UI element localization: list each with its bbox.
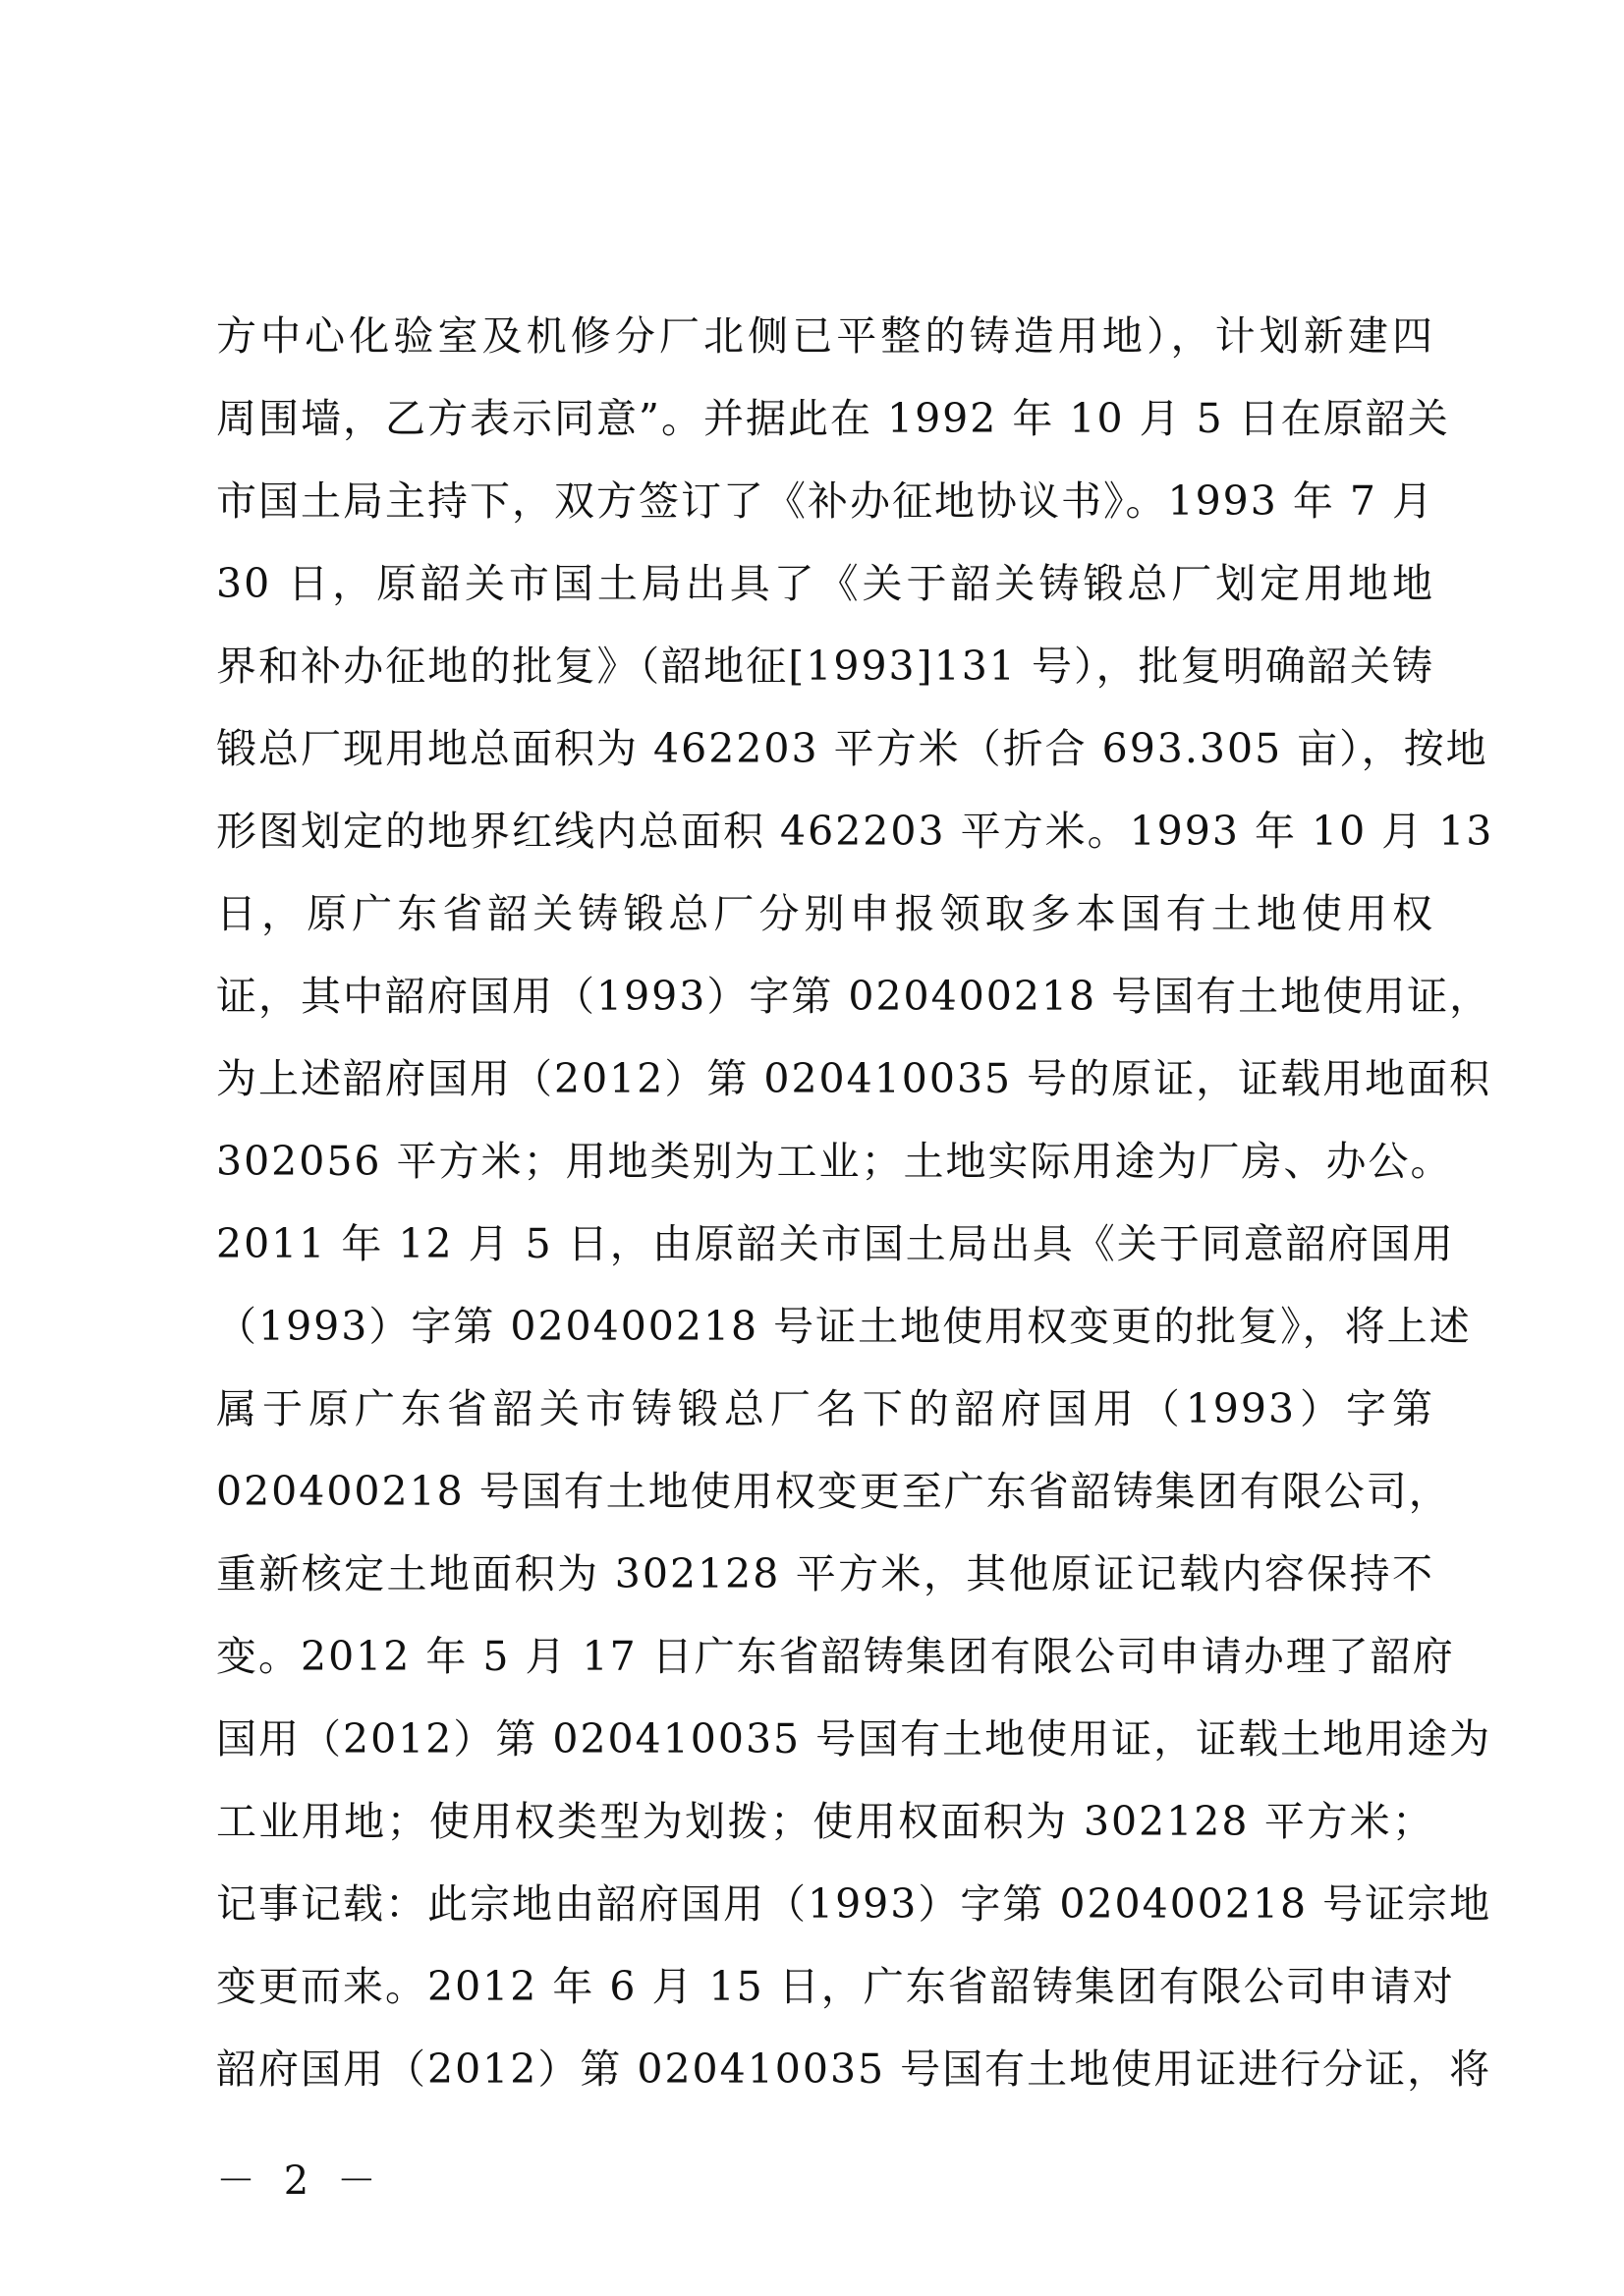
text-line: 国用（2012）第 020410035 号国有土地使用证，证载土地用途为 xyxy=(216,1715,1492,1763)
text-line: 方中心化验室及机修分厂北侧已平整的铸造用地），计划新建四 xyxy=(216,312,1434,360)
text-line: 市国土局主持下，双方签订了《补办征地协议书》。1993 年 7 月 xyxy=(216,477,1435,525)
text-line: 锻总厂现用地总面积为 462203 平方米（折合 693.305 亩），按地 xyxy=(216,725,1488,772)
text-line: 证，其中韶府国用（1993）字第 020400218 号国有土地使用证， xyxy=(216,973,1492,1020)
page-number: － 2 － xyxy=(216,2158,384,2204)
text-line: 日，原广东省韶关铸锻总厂分别申报领取多本国有土地使用权 xyxy=(216,890,1434,937)
body-text xyxy=(216,295,1494,2110)
text-line: 记事记载：此宗地由韶府国用（1993）字第 020400218 号证宗地 xyxy=(216,1880,1492,1928)
text-line: 属于原广东省韶关市铸锻总厂名下的韶府国用（1993）字第 xyxy=(216,1385,1434,1432)
text-line: 韶府国用（2012）第 020410035 号国有土地使用证进行分证，将 xyxy=(216,2045,1492,2093)
text-line: 302056 平方米；用地类别为工业；土地实际用途为厂房、办公。 xyxy=(216,1138,1453,1185)
text-line: 重新核定土地面积为 302128 平方米，其他原证记载内容保持不 xyxy=(216,1550,1434,1597)
text-line: 020400218 号国有土地使用权变更至广东省韶铸集团有限公司， xyxy=(216,1468,1451,1515)
text-line: 变更而来。2012 年 6 月 15 日，广东省韶铸集团有限公司申请对 xyxy=(216,1963,1455,2010)
text-line: 周围墙，乙方表示同意”。并据此在 1992 年 10 月 5 日在原韶关 xyxy=(216,395,1450,442)
text-line: 2011 年 12 月 5 日，由原韶关市国土局出具《关于同意韶府国用 xyxy=(216,1220,1455,1267)
text-line: 为上述韶府国用（2012）第 020410035 号的原证，证载用地面积 xyxy=(216,1055,1492,1102)
text-line: （1993）字第 020400218 号证土地使用权变更的批复》，将上述 xyxy=(216,1303,1472,1350)
text-line: 变。2012 年 5 月 17 日广东省韶铸集团有限公司申请办理了韶府 xyxy=(216,1633,1455,1680)
text-line: 形图划定的地界红线内总面积 462203 平方米。1993 年 10 月 13 xyxy=(216,808,1494,855)
text-line: 30 日，原韶关市国土局出具了《关于韶关铸锻总厂划定用地地 xyxy=(216,560,1434,607)
text-line: 界和补办征地的批复》（韶地征[1993]131 号），批复明确韶关铸 xyxy=(216,643,1434,690)
text-line: 工业用地；使用权类型为划拨；使用权面积为 302128 平方米； xyxy=(216,1798,1434,1845)
